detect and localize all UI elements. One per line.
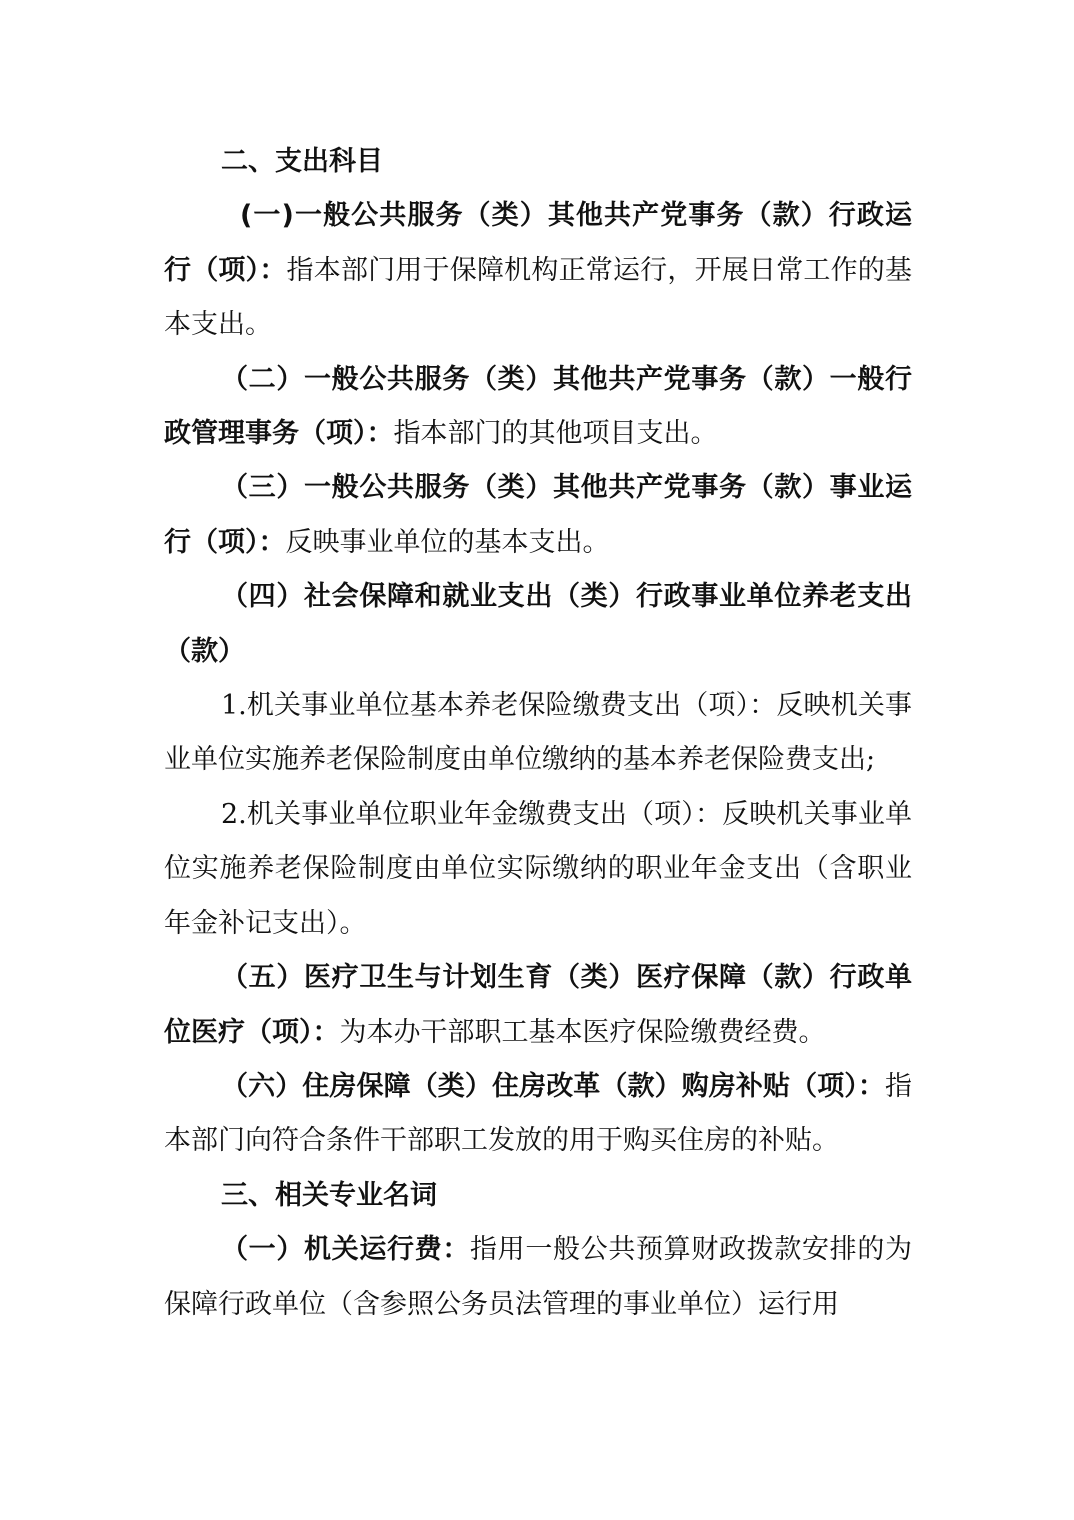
document-page <box>164 135 912 1332</box>
item-body: 指本部门的其他项目支出。 <box>393 418 718 450</box>
item-title: （六）住房保障（类）住房改革（款）购房补贴（项）： <box>221 1070 885 1102</box>
item-body: 为本办干部职工基本医疗保险缴费经费。 <box>339 1016 826 1048</box>
section-heading-terms: 三、相关专业名词 <box>221 1179 437 1211</box>
item-body: 反映事业单位的基本支出。 <box>285 526 610 558</box>
paragraph-item-5 <box>164 951 912 1060</box>
paragraph-item-6 <box>164 1060 912 1169</box>
item-body: 指本部门用于保障机构正常运行，开展日常工作的基本支出。 <box>164 254 913 341</box>
item-title: （二）一般公共服务（类）其他共产党事务（款）一般行政管理事务（项）： <box>164 363 912 450</box>
section-heading-expenditure-items: 二、支出科目 <box>221 146 383 177</box>
term-title: （一）机关运行费： <box>221 1234 470 1266</box>
paragraph-item-4 <box>164 570 912 679</box>
paragraph-subitem-2: 2.机关事业单位职业年金缴费支出（项）：反映机关事业单位实施养老保险制度由单位实际缴纳的职业年金支出（含职业年金补记支出）。 <box>164 798 912 939</box>
item-title: (一)一般公共服务（类）其他共产党事务（款）行政运行（项）： <box>164 200 912 286</box>
item-body: 指本部门向符合条件干部职工发放的用于购买住房的补贴。 <box>164 1070 912 1157</box>
item-title: （三）一般公共服务（类）其他共产党事务（款）事业运行（项）： <box>164 472 912 558</box>
item-title: （五）医疗卫生与计划生育（类）医疗保障（款）行政单位医疗（项）： <box>164 962 912 1048</box>
item-title: （四）社会保障和就业支出（类）行政事业单位养老支出（款） <box>164 581 912 667</box>
paragraph-item-3 <box>164 461 912 570</box>
term-body: 指用一般公共预算财政拨款安排的为保障行政单位（含参照公务员法管理的事业单位）运行用 <box>164 1234 912 1320</box>
paragraph-subitem-1: 1.机关事业单位基本养老保险缴费支出（项）：反映机关事业单位实施养老保险制度由单位缴纳的基本养老保险费支出; <box>164 690 912 776</box>
paragraph-item-2 <box>164 353 912 462</box>
paragraph-term-1 <box>164 1223 912 1332</box>
paragraph-item-1 <box>164 189 912 352</box>
